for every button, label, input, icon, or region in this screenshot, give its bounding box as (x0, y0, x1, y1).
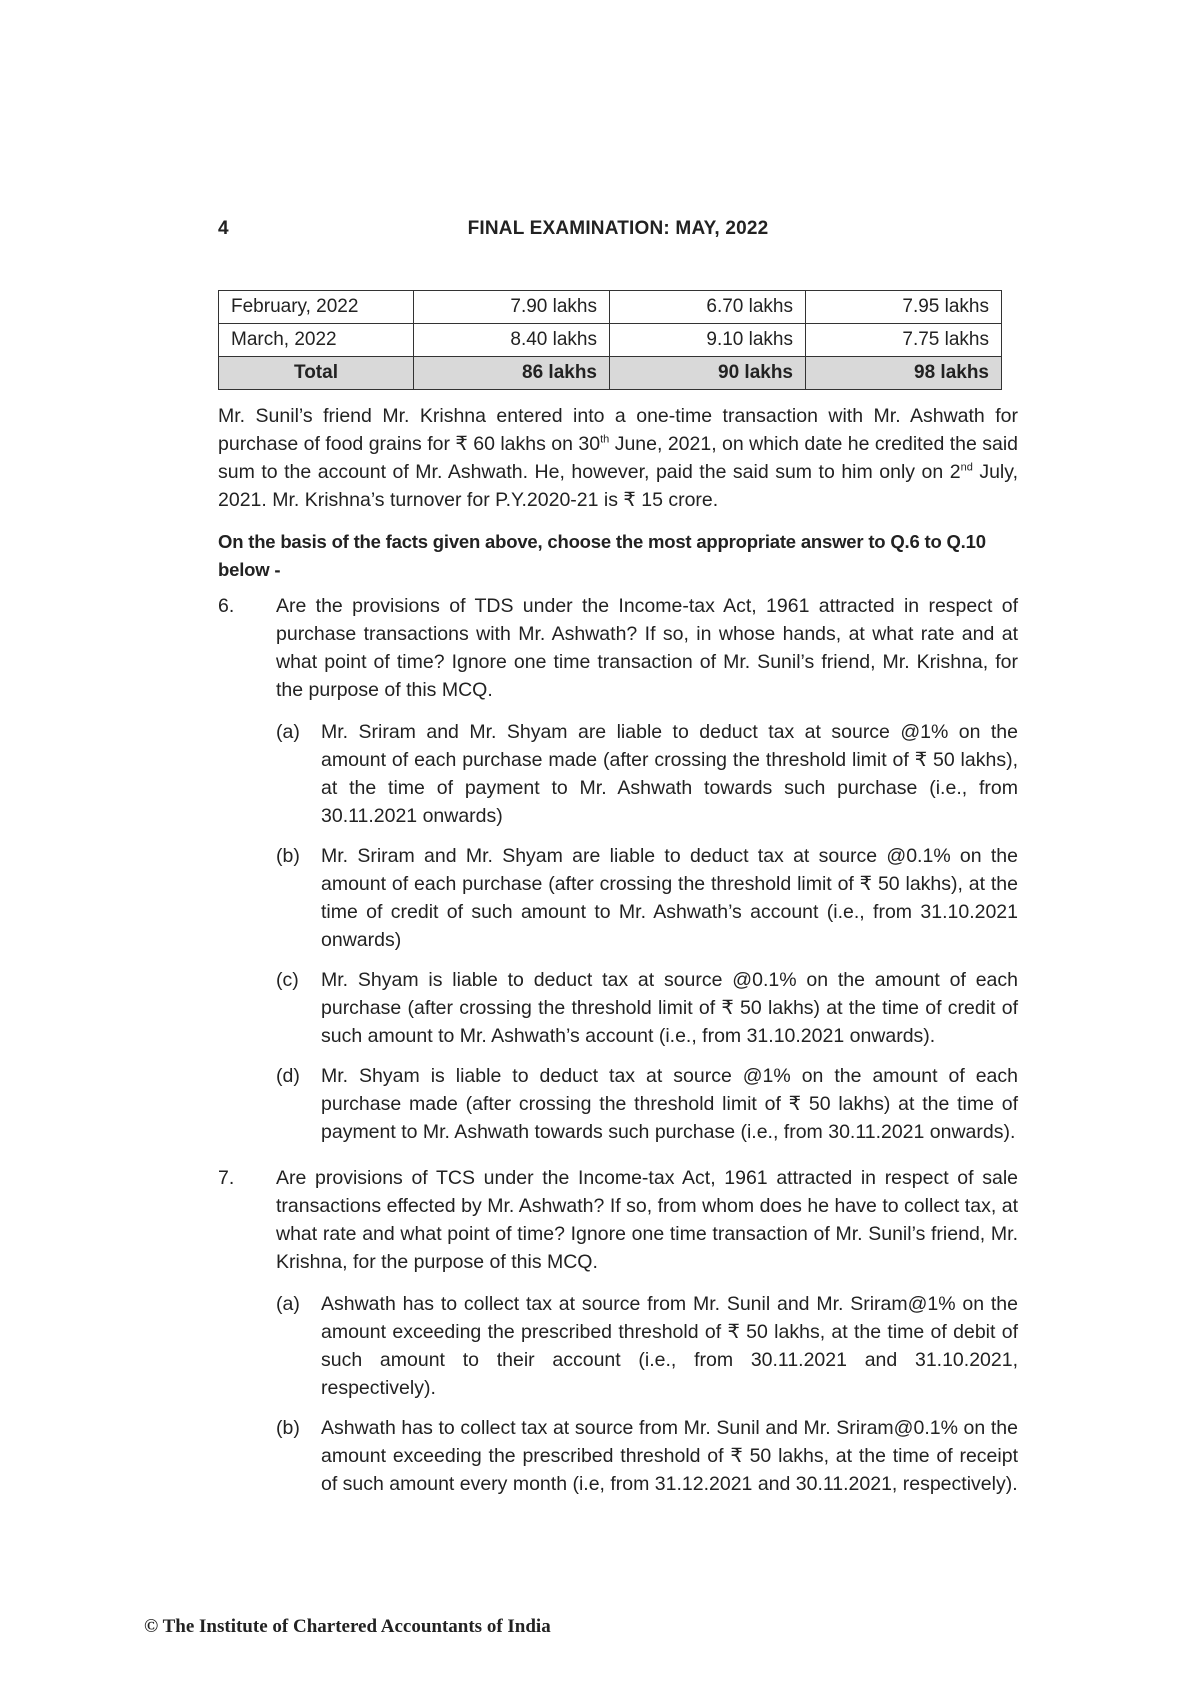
instruction: On the basis of the facts given above, choose the most appropriate answer to Q.6 to Q.10 below - (218, 531, 986, 580)
option-label: (c) (276, 969, 299, 991)
question-body (276, 1164, 1018, 1510)
question-6 (218, 592, 1018, 1158)
table-cell: 9.10 lakhs (610, 324, 806, 357)
question-body (276, 592, 1018, 1158)
table-cell: 7.75 lakhs (806, 324, 1002, 357)
table-cell: February, 2022 (219, 291, 414, 324)
table-cell: 7.95 lakhs (806, 291, 1002, 324)
option-text: Ashwath has to collect tax at source from Mr. Sunil and Mr. Sriram@1% on the amount exceeding the prescribed threshold of ₹ 50 lakhs, at the time of debit of such amount to their account (i.e., from 30.11.2021 and 31.10.2021, respectively). (321, 1293, 1018, 1399)
option-b (276, 1414, 1018, 1498)
table-cell: March, 2022 (219, 324, 414, 357)
table-cell: 8.40 lakhs (414, 324, 610, 357)
option-label: (a) (276, 721, 300, 743)
option-label: (b) (276, 845, 300, 867)
option-label: (d) (276, 1065, 300, 1087)
question-number: 7. (218, 1167, 235, 1189)
question-text: Are provisions of TCS under the Income-tax Act, 1961 attracted in respect of sale transactions effected by Mr. Ashwath? If so, from whom does he have to collect tax, at what rate and what point of time? Ignore one time transaction of Mr. Sunil’s friend, Mr. Krishna, for the purpose of this MCQ. (276, 1167, 1018, 1273)
table-row (219, 324, 1002, 357)
paragraph-text: June, 2021, on which date he credited the said sum to the account of Mr. Ashwath. He, however, paid the said sum to him only on 2 (218, 433, 1019, 483)
options-list (276, 1290, 1018, 1498)
question-number: 6. (218, 595, 235, 617)
option-b (276, 842, 1018, 954)
option-text: Mr. Sriram and Mr. Shyam are liable to deduct tax at source @0.1% on the amount of each purchase (after crossing the threshold limit of ₹ 50 lakhs), at the time of credit of such amount to Mr. Ashwath’s account (i.e., from 31.10.2021 onwards) (321, 845, 1018, 951)
paragraph-text: July, 2021. Mr. Krishna’s turnover for P.Y.2020-21 is ₹ 15 crore. (218, 461, 1018, 511)
page-header (218, 218, 1018, 248)
table-cell: 86 lakhs (414, 357, 610, 390)
option-text: Ashwath has to collect tax at source from Mr. Sunil and Mr. Sriram@0.1% on the amount exceeding the prescribed threshold of ₹ 50 lakhs, at the time of receipt of such amount every month (i.e, from 31.12.2021 and 30.11.2021, respectively). (321, 1417, 1018, 1495)
option-a (276, 718, 1018, 830)
superscript: nd (960, 461, 973, 474)
page-number: 4 (218, 218, 229, 239)
monthly-table (218, 290, 1002, 390)
option-label: (b) (276, 1417, 300, 1439)
option-label: (a) (276, 1293, 300, 1315)
option-a (276, 1290, 1018, 1402)
options-list (276, 718, 1018, 1146)
table-cell: 90 lakhs (610, 357, 806, 390)
question-text: Are the provisions of TDS under the Income-tax Act, 1961 attracted in respect of purchase transactions with Mr. Ashwath? If so, in whose hands, at what rate and at what point of time? Ignore one time transaction of Mr. Sunil’s friend, Mr. Krishna, for the purpose of this MCQ. (276, 595, 1018, 701)
table-cell: 6.70 lakhs (610, 291, 806, 324)
table-cell: Total (219, 357, 414, 390)
paragraph-text: Mr. Sunil’s friend Mr. Krishna entered into a one-time transaction with Mr. Ashwath for purchase of food grains for ₹ 60 lakhs on 30 (218, 405, 1018, 455)
table-total-row (219, 357, 1002, 390)
footer-copyright: © The Institute of Chartered Accountants of India (144, 1616, 551, 1637)
question-7 (218, 1164, 1018, 1510)
table-row (219, 291, 1002, 324)
option-text: Mr. Shyam is liable to deduct tax at source @0.1% on the amount of each purchase (after crossing the threshold limit of ₹ 50 lakhs) at the time of credit of such amount to Mr. Ashwath’s account (i.e., from 31.10.2021 onwards). (321, 969, 1018, 1047)
table-cell: 98 lakhs (806, 357, 1002, 390)
option-d (276, 1062, 1018, 1146)
exam-title: FINAL EXAMINATION: MAY, 2022 (467, 218, 769, 239)
option-text: Mr. Sriram and Mr. Shyam are liable to deduct tax at source @1% on the amount of each purchase made (after crossing the threshold limit of ₹ 50 lakhs), at the time of payment to Mr. Ashwath towards such purchase (i.e., from 30.11.2021 onwards) (321, 721, 1018, 827)
table-cell: 7.90 lakhs (414, 291, 610, 324)
case-paragraph (218, 402, 1018, 514)
option-text: Mr. Shyam is liable to deduct tax at source @1% on the amount of each purchase made (after crossing the threshold limit of ₹ 50 lakhs) at the time of payment to Mr. Ashwath towards such purchase (i.e., from 30.11.2021 onwards). (321, 1065, 1018, 1143)
superscript: th (600, 433, 610, 446)
option-c (276, 966, 1018, 1050)
main-content (218, 402, 1018, 1510)
